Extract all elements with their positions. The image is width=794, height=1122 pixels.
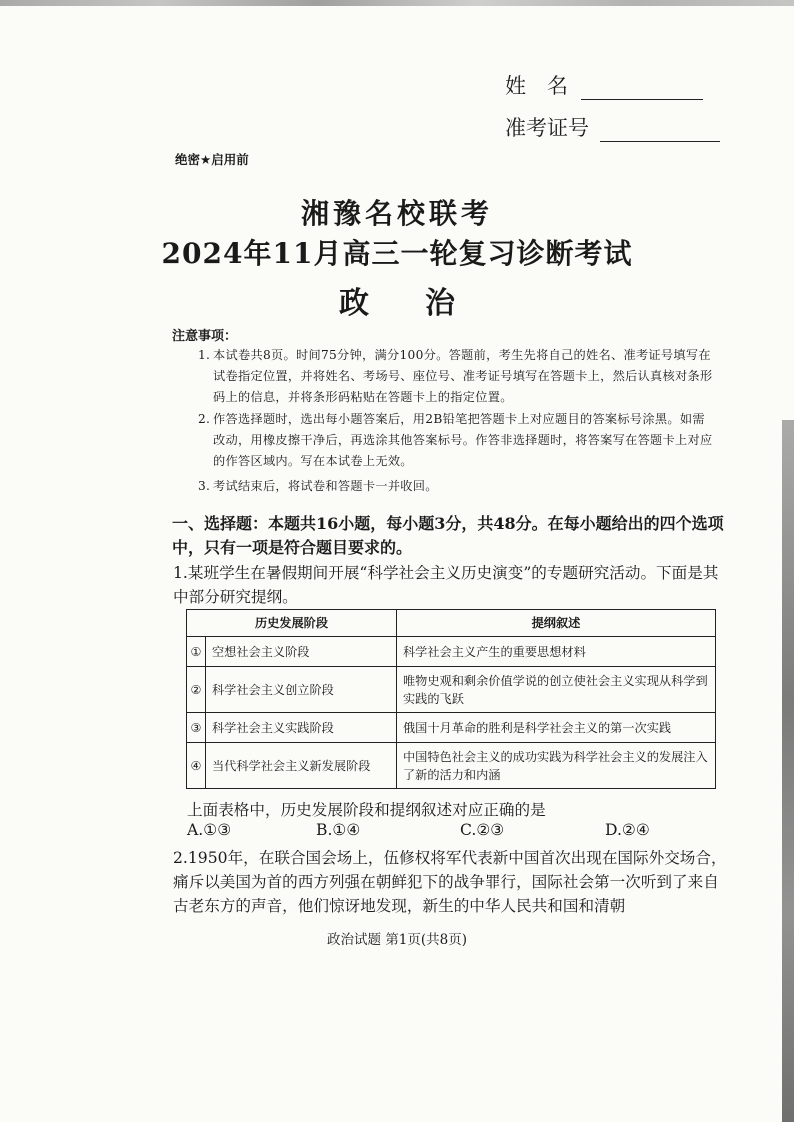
q1-option-c[interactable]: C.②③ — [460, 821, 505, 839]
section-heading: 一、选择题：本题共16小题，每小题3分，共48分。在每小题给出的四个选项中，只有一项是符合题目要求的。 — [172, 514, 724, 557]
row-desc: 唯物史观和剩余价值学说的创立使社会主义实现从科学到实践的飞跃 — [397, 667, 716, 713]
row-desc: 中国特色社会主义的成功实践为科学社会主义的发展注入了新的活力和内涵 — [397, 743, 716, 789]
row-stage: 当代科学社会主义新发展阶段 — [206, 743, 397, 789]
name-label: 姓 名 — [505, 74, 568, 98]
q1-option-a[interactable]: A.①③ — [187, 821, 232, 839]
id-field-row — [505, 112, 720, 142]
notice-item-text: 本试卷共8页。时间75分钟，满分100分。答题前，考生先将自己的姓名、准考证号填写在试卷指定位置，并将姓名、考场号、座位号、准考证号填写在答题卡上，然后认真核对条形码上的信息，并将条形码粘贴在答题卡上的指定位置。 — [213, 348, 713, 404]
q1-option-d[interactable]: D.②④ — [605, 821, 650, 839]
header-desc: 提纲叙述 — [397, 610, 716, 637]
row-stage: 科学社会主义创立阶段 — [206, 667, 397, 713]
scan-edge-top — [0, 0, 794, 6]
name-blank[interactable] — [581, 75, 703, 100]
notice-item-text: 考试结束后，将试卷和答题卡一并收回。 — [213, 479, 438, 493]
id-label: 准考证号 — [505, 116, 589, 140]
q2-stem: 2.1950年，在联合国会场上，伍修权将军代表新中国首次出现在国际外交场合，痛斥以美国为首的西方列强在朝鲜犯下的战争罪行，国际社会第一次听到了来自古老东方的声音，他们惊讶地发现，新生的中华人民共和国和清朝 — [173, 849, 727, 915]
row-desc: 俄国十月革命的胜利是科学社会主义的第一次实践 — [397, 713, 716, 743]
table-row — [187, 667, 716, 713]
notice-heading: 注意事项： — [172, 329, 238, 344]
notice-item-num: 3. — [198, 479, 211, 493]
name-field-row — [505, 70, 703, 100]
subject-title — [0, 278, 794, 322]
table-row — [187, 637, 716, 667]
notice-item-num: 2. — [198, 412, 211, 426]
row-index: ① — [187, 637, 206, 667]
notice-item-3 — [198, 476, 716, 497]
header-stage: 历史发展阶段 — [187, 610, 397, 637]
notice-item-num: 1. — [198, 348, 211, 362]
q1-question: 上面表格中，历史发展阶段和提纲叙述对应正确的是 — [187, 801, 546, 819]
secret-mark: 绝密★启用前 — [175, 152, 249, 167]
row-index: ③ — [187, 713, 206, 743]
page-footer: 政治试题 第1页(共8页) — [326, 932, 467, 948]
notice-item-text: 作答选择题时，选出每小题答案后，用2B铅笔把答题卡上对应题目的答案标号涂黑。如需改动，用橡皮擦干净后，再选涂其他答案标号。作答非选择题时，将答案写在答题卡上对应的作答区域内。写在本试卷上无效。 — [213, 412, 713, 468]
table-row — [187, 743, 716, 789]
row-desc: 科学社会主义产生的重要思想材料 — [397, 637, 716, 667]
row-stage: 科学社会主义实践阶段 — [206, 713, 397, 743]
scan-edge-right — [782, 420, 794, 1122]
row-stage: 空想社会主义阶段 — [206, 637, 397, 667]
row-index: ④ — [187, 743, 206, 789]
notice-item-1 — [198, 345, 716, 408]
row-index: ② — [187, 667, 206, 713]
table-header-row — [187, 610, 716, 637]
notice-item-2 — [198, 409, 716, 472]
q1-option-b[interactable]: B.①④ — [316, 821, 361, 839]
exam-title: 2024年11月高三一轮复习诊断考试 — [161, 237, 633, 270]
exam-union-title: 湘豫名校联考 — [300, 197, 493, 230]
table-row — [187, 713, 716, 743]
q1-outline-table — [186, 609, 716, 789]
subject-char-right: 治 — [425, 286, 455, 321]
subject-char-left: 政 — [339, 286, 369, 321]
id-blank[interactable] — [600, 117, 720, 142]
q1-stem: 1.某班学生在暑假期间开展“科学社会主义历史演变”的专题研究活动。下面是其中部分研究提纲。 — [173, 564, 719, 606]
